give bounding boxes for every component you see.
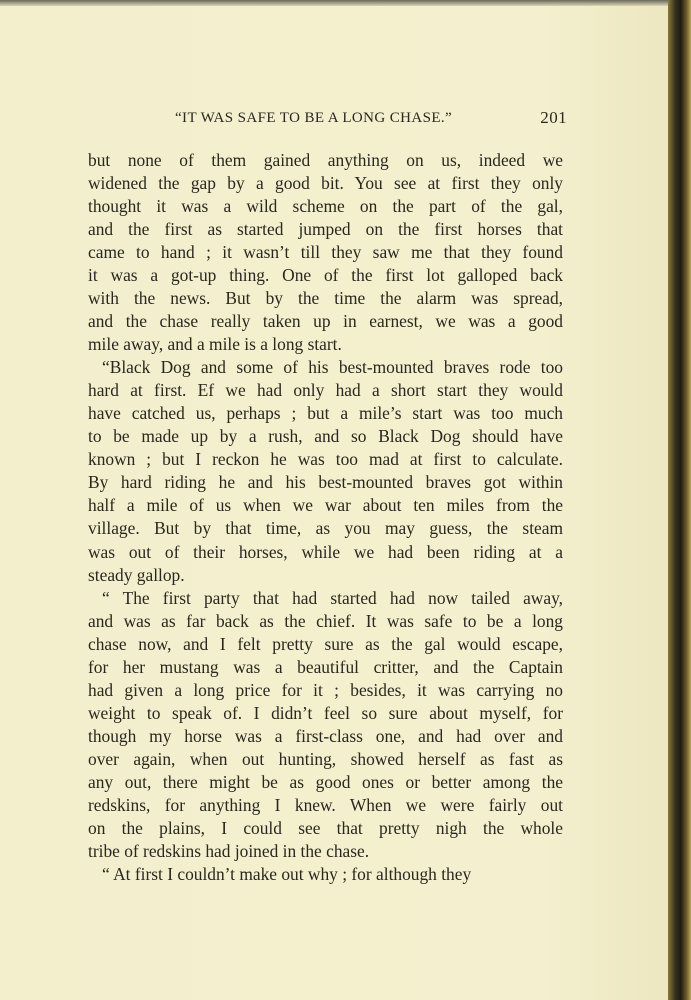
text-line: tribe of redskins had joined in the chase.	[88, 840, 370, 861]
text-line: “ At first I couldn’t make out why ; for although they	[102, 863, 472, 884]
text-line: village. But by that time, as you may guess, the steam	[88, 518, 563, 539]
book-binding	[668, 0, 691, 1000]
text-line: weight to speak of. I didn’t feel so sure about myself, for	[88, 702, 563, 723]
text-line: over again, when out hunting, showed herself as fast as	[88, 748, 563, 769]
text-line: any out, there might be as good ones or better among the	[88, 771, 563, 792]
text-line: had given a long price for it ; besides, it was carrying no	[88, 679, 563, 700]
text-line: on the plains, I could see that pretty nigh the whole	[88, 817, 563, 838]
text-line: chase now, and I felt pretty sure as the gal would escape,	[88, 633, 563, 654]
text-line: steady gallop.	[88, 564, 185, 585]
text-line: with the news. But by the time the alarm was spread,	[88, 288, 563, 309]
text-line: and was as far back as the chief. It was safe to be a long	[88, 610, 563, 631]
text-line: have catched us, perhaps ; but a mile’s start was too much	[88, 403, 563, 424]
text-line: and the chase really taken up in earnest, we was a good	[88, 311, 563, 332]
text-line: but none of them gained anything on us, indeed we	[88, 150, 563, 170]
text-line: By hard riding he and his best-mounted braves got within	[88, 472, 563, 493]
text-line: thought it was a wild scheme on the part of the gal,	[88, 196, 563, 217]
text-line: widened the gap by a good bit. You see at first they only	[88, 173, 563, 194]
text-line: to be made up by a rush, and so Black Dog should have	[88, 426, 563, 447]
text-line: redskins, for anything I knew. When we were fairly out	[88, 794, 563, 815]
text-line: “ The first party that had started had now tailed away,	[102, 587, 563, 608]
text-line: and the first as started jumped on the first horses that	[88, 219, 563, 240]
text-line: came to hand ; it wasn’t till they saw me that they found	[88, 242, 563, 263]
text-line: hard at first. Ef we had only had a short start they would	[88, 380, 563, 401]
text-line: though my horse was a first-class one, and had over and	[88, 725, 563, 746]
text-line: for her mustang was a beautiful critter, and the Captain	[88, 656, 563, 677]
text-line: half a mile of us when we war about ten miles from the	[88, 495, 563, 516]
text-line: was out of their horses, while we had been riding at a	[88, 541, 563, 562]
text-line: it was a got-up thing. One of the first lot galloped back	[88, 265, 563, 286]
text-line: known ; but I reckon he was too mad at first to calculate.	[88, 449, 563, 470]
running-head-title: “IT WAS SAFE TO BE A LONG CHASE.”	[175, 110, 453, 126]
page-top-edge	[0, 0, 672, 6]
text-line: “Black Dog and some of his best-mounted braves rode too	[102, 357, 563, 378]
page-number: 201	[540, 108, 567, 127]
text-line: mile away, and a mile is a long start.	[88, 334, 342, 355]
